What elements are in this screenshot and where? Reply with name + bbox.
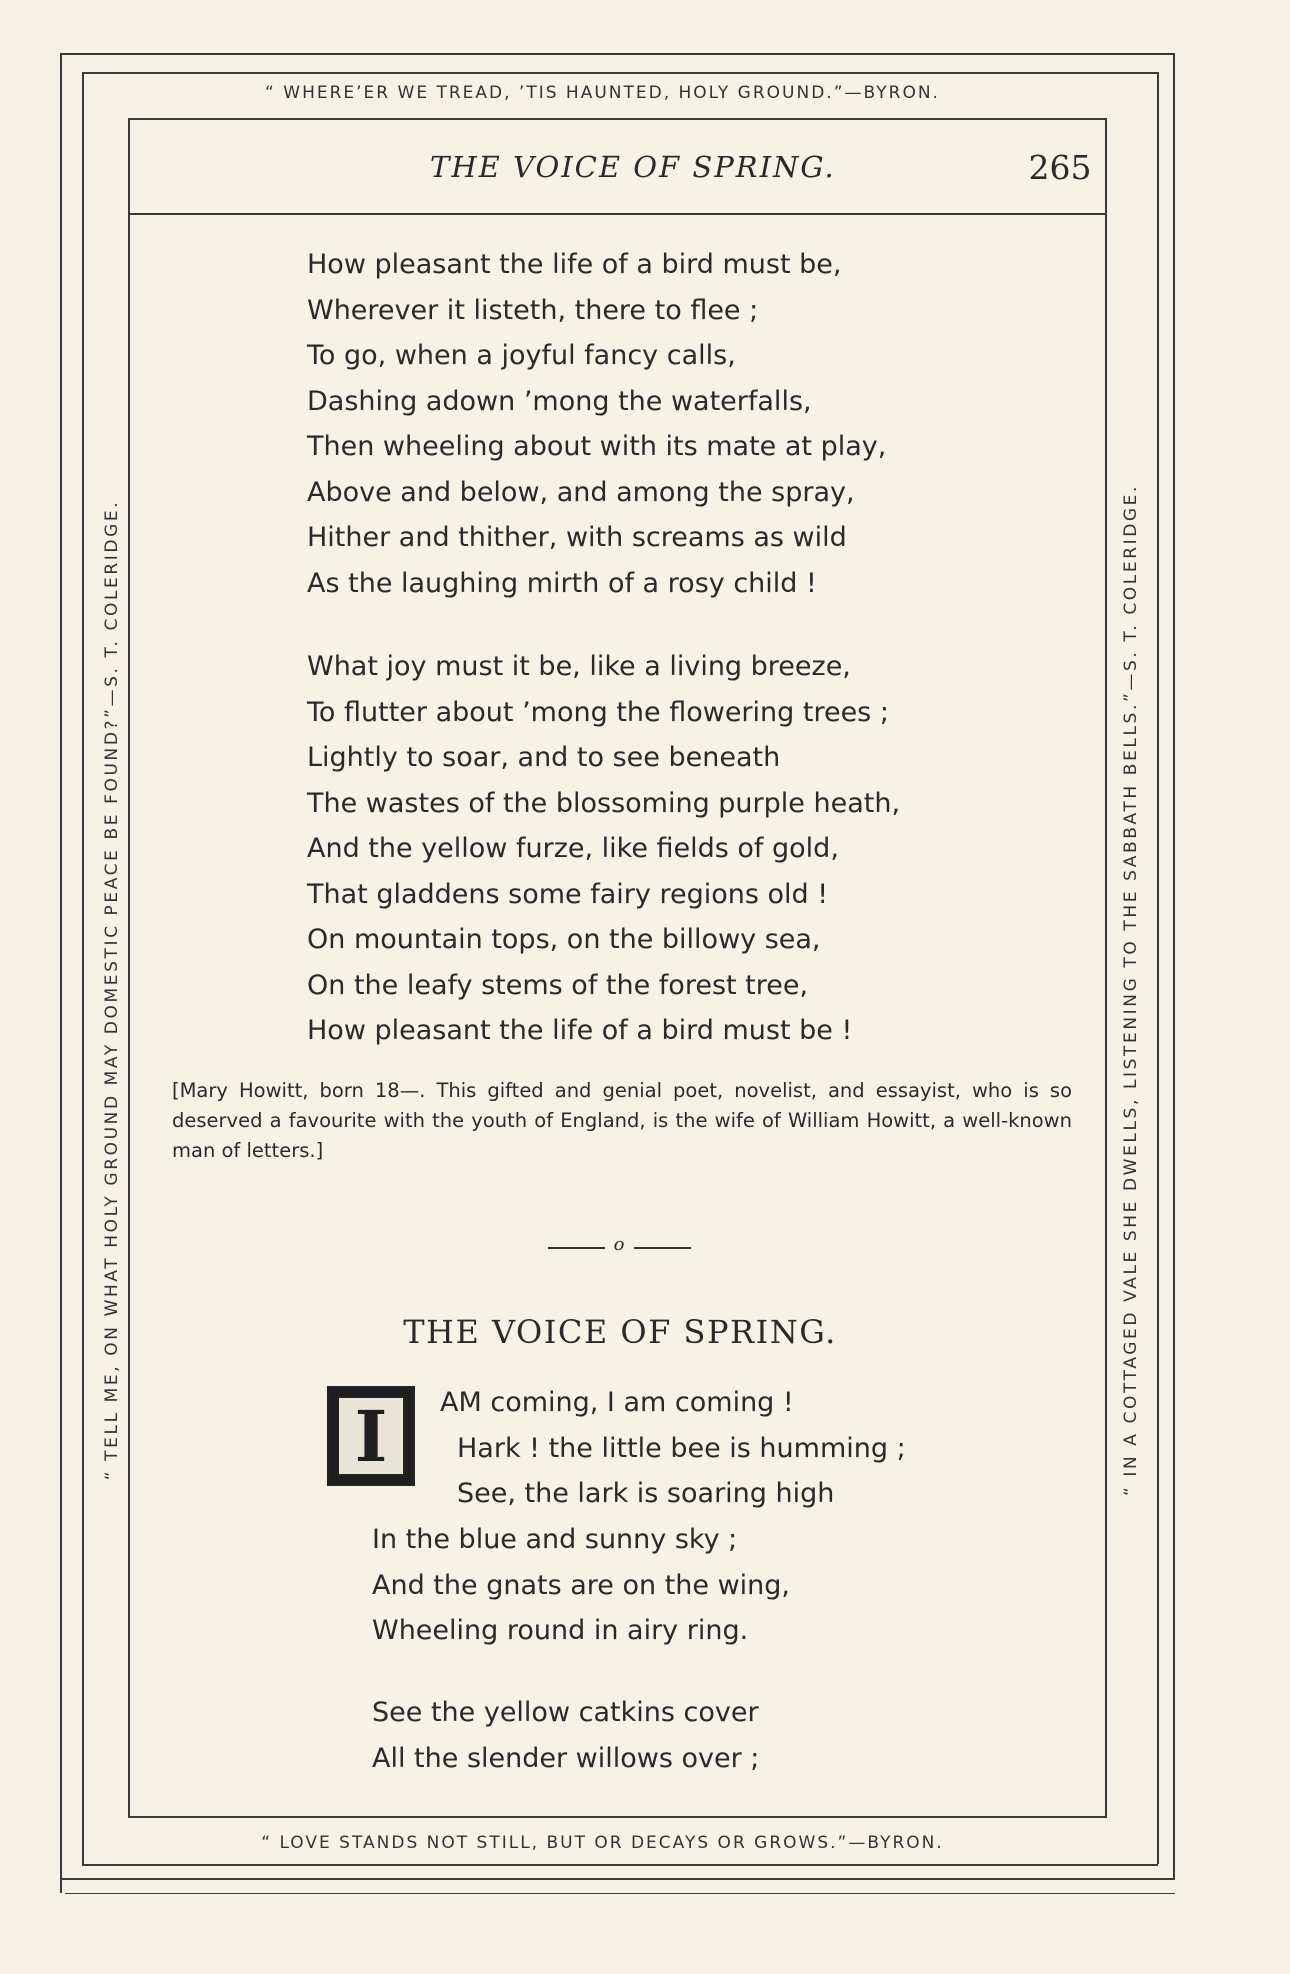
verse-line: In the blue and sunny sky ; — [372, 1524, 738, 1555]
verse-line: To go, when a joyful fancy calls, — [307, 340, 736, 371]
separator-line-right — [634, 1247, 691, 1249]
outer-frame-right — [1173, 53, 1175, 1879]
drop-cap-panel — [337, 1396, 405, 1476]
stanza-4 — [372, 1690, 759, 1781]
verse-line: To flutter about ’mong the flowering trees ; — [307, 696, 889, 728]
verse-line: The wastes of the blossoming purple heath, — [307, 787, 901, 819]
outer-frame-top — [60, 53, 1175, 55]
section-separator — [548, 1234, 693, 1258]
left-margin-quote: “ TELL ME, ON WHAT HOLY GROUND MAY DOMESTIC PEACE BE FOUND?”—S. T. COLERIDGE. — [102, 499, 122, 1481]
running-title: THE VOICE OF SPRING. — [430, 150, 836, 184]
header-divider — [128, 213, 1107, 215]
right-margin-quote: “ IN A COTTAGED VALE SHE DWELLS, LISTENING TO THE SABBATH BELLS.”—S. T. COLERIDGE. — [1121, 483, 1141, 1497]
verse-line: Then wheeling about with its mate at play, — [307, 431, 887, 462]
separator-line-left — [548, 1247, 605, 1249]
verse-line: Hark ! the little bee is humming ; — [457, 1432, 906, 1464]
inner-frame-right — [1105, 118, 1107, 1818]
inner-frame-bottom — [128, 1816, 1107, 1818]
outer-frame-bottom — [60, 1878, 1175, 1880]
verse-line: On mountain tops, on the billowy sea, — [307, 924, 821, 955]
outer-frame-bottom-2 — [65, 1893, 1175, 1894]
inner-frame-top — [128, 118, 1107, 120]
middle-frame-right — [1157, 72, 1159, 1864]
verse-line: AM coming, I am coming ! — [440, 1387, 794, 1418]
stanza-3-rest — [372, 1517, 790, 1654]
middle-frame-left — [82, 72, 84, 1864]
verse-line: And the yellow furze, like fields of gold, — [307, 833, 839, 864]
verse-line: And the gnats are on the wing, — [372, 1569, 790, 1601]
outer-frame-left — [60, 53, 62, 1893]
verse-line: How pleasant the life of a bird must be ! — [307, 1015, 853, 1046]
verse-line: As the laughing mirth of a rosy child ! — [307, 567, 817, 599]
verse-line: How pleasant the life of a bird must be, — [307, 249, 842, 280]
verse-line: Wherever it listeth, there to flee ; — [307, 294, 759, 326]
page-number: 265 — [1028, 148, 1092, 187]
verse-line: Hither and thither, with screams as wild — [307, 522, 847, 553]
middle-frame-top — [82, 72, 1157, 74]
stanza-3-opening — [440, 1380, 906, 1517]
stanza-1 — [307, 242, 886, 606]
drop-cap-letter: I — [354, 1395, 388, 1478]
stanza-2 — [307, 644, 900, 1054]
verse-line: That gladdens some fairy regions old ! — [307, 878, 829, 910]
verse-line: See the yellow catkins cover — [372, 1697, 759, 1728]
middle-frame-bottom — [82, 1864, 1158, 1866]
footer-quote: “ LOVE STANDS NOT STILL, BUT OR DECAYS OR GROWS.”—BYRON. — [261, 1833, 944, 1853]
header-quote: “ WHERE’ER WE TREAD, ’TIS HAUNTED, HOLY GROUND.”—BYRON. — [265, 83, 940, 103]
biographical-note: [Mary Howitt, born 18—. This gifted and genial poet, novelist, and essayist, who is so deserved a favourite with the youth of England, is the wife of William Howitt, a well-known man of letters.] — [172, 1079, 1072, 1162]
verse-line: What joy must it be, like a living breeze, — [307, 651, 851, 682]
verse-line: Wheeling round in airy ring. — [372, 1615, 749, 1646]
inner-frame-left — [128, 118, 130, 1818]
verse-line: Above and below, and among the spray, — [307, 476, 855, 508]
verse-line: On the leafy stems of the forest tree, — [307, 969, 809, 1001]
drop-cap — [327, 1386, 415, 1486]
verse-line: See, the lark is soaring high — [457, 1478, 835, 1509]
poem-title: THE VOICE OF SPRING. — [403, 1313, 837, 1351]
verse-line: Dashing adown ’mong the waterfalls, — [307, 385, 812, 417]
verse-line: All the slender willows over ; — [372, 1742, 760, 1774]
verse-line: Lightly to soar, and to see beneath — [307, 742, 781, 773]
separator-mark: o — [613, 1234, 625, 1255]
